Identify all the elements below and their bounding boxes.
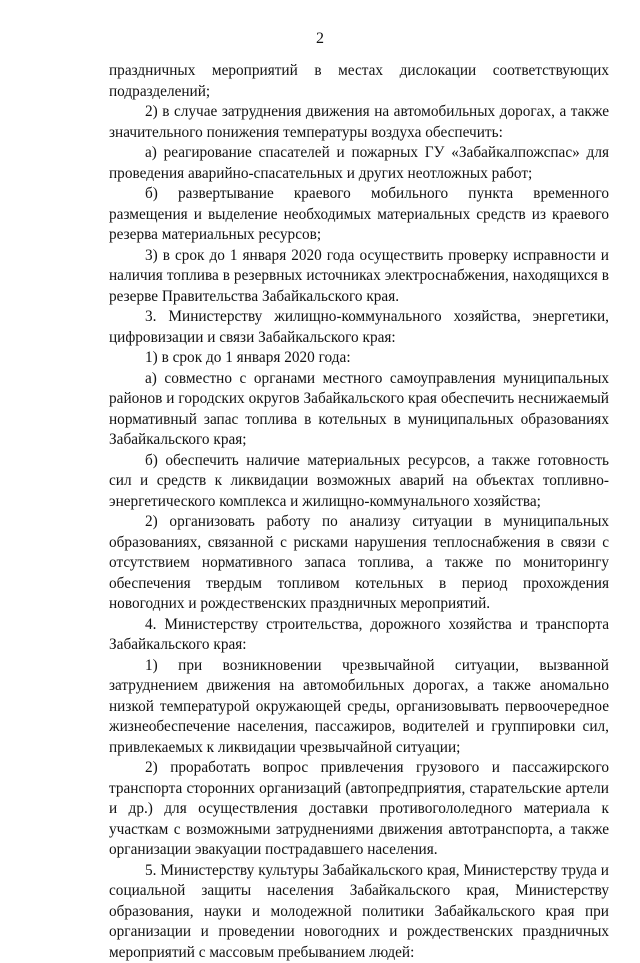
paragraph: 2) проработать вопрос привлечения грузового и пассажирского транспорта сторонних организаций (автопредприятия, старательские артели и др.) для осуществления доставки противогололедного материала к участкам с возможными затруднениями движения автотранспорта, а также организации эвакуации пострадавшего населения. (109, 758, 609, 861)
paragraph: 3. Министерству жилищно-коммунального хозяйства, энергетики, цифровизации и связи Забайкальского края: (109, 307, 609, 348)
paragraph: б) обеспечить наличие материальных ресурсов, а также готовность сил и средств к ликвидации возможных аварий на объектах топливно-энергетического комплекса и жилищно-коммунального хозяйства; (109, 451, 609, 513)
paragraph: а) совместно с органами местного самоуправления муниципальных районов и городских округов Забайкальского края обеспечить неснижаемый нормативный запас топлива в котельных в муниципальных образованиях Забайкальского края; (109, 369, 609, 451)
paragraph-continuation: праздничных мероприятий в местах дислокации соответствующих подразделений; (109, 61, 609, 102)
paragraph: 3) в срок до 1 января 2020 года осуществить проверку исправности и наличия топлива в резервных источниках электроснабжения, находящихся в резерве Правительства Забайкальского края. (109, 246, 609, 308)
paragraph: 4. Министерству строительства, дорожного хозяйства и транспорта Забайкальского края: (109, 615, 609, 656)
page-number: 2 (0, 29, 640, 49)
paragraph: 1) в срок до 1 января 2020 года: (109, 348, 609, 369)
paragraph: б) развертывание краевого мобильного пункта временного размещения и выделение необходимых материальных средств из краевого резерва материальных ресурсов; (109, 184, 609, 246)
paragraph: 2) в случае затруднения движения на автомобильных дорогах, а также значительного понижения температуры воздуха обеспечить: (109, 102, 609, 143)
paragraph: 5. Министерству культуры Забайкальского края, Министерству труда и социальной защиты населения Забайкальского края, Министерству образования, науки и молодежной политики Забайкальского края при организации и проведении новогодних и рождественских праздничных мероприятий с массовым пребыванием людей: (109, 861, 609, 963)
document-body (109, 61, 609, 963)
paragraph: 1) при возникновении чрезвычайной ситуации, вызванной затруднением движения на автомобильных дорогах, а также аномально низкой температурой окружающей среды, организовывать первоочередное жизнеобеспечение населения, пассажиров, водителей и группировки сил, привлекаемых к ликвидации чрезвычайной ситуации; (109, 656, 609, 759)
paragraph: 2) организовать работу по анализу ситуации в муниципальных образованиях, связанной с рисками нарушения теплоснабжения в связи с отсутствием нормативного запаса топлива, а также по мониторингу обеспечения твердым топливом котельных в период прохождения новогодних и рождественских праздничных мероприятий. (109, 512, 609, 615)
paragraph: а) реагирование спасателей и пожарных ГУ «Забайкалпожспас» для проведения аварийно-спасательных и других неотложных работ; (109, 143, 609, 184)
